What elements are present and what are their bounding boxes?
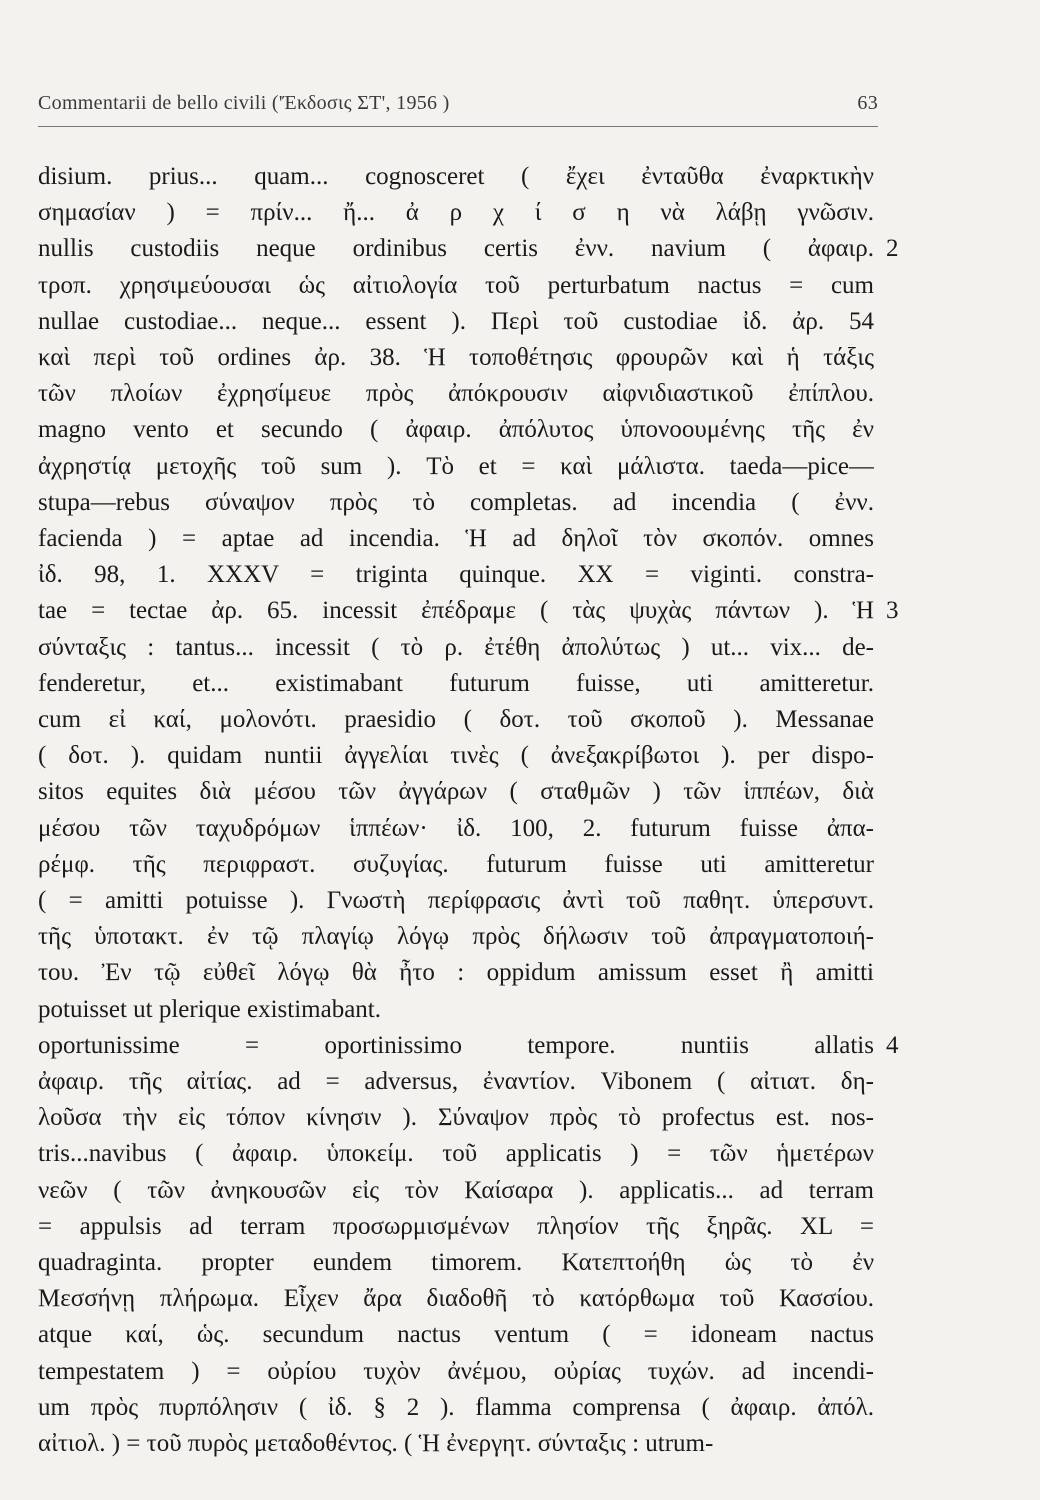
text-line: τροπ. χρησιμεύουσαι ὡς αἰτιολογία τοῦ perturbatum nactus = cum [38,271,874,299]
page-number: 63 [857,92,878,114]
text-line: ἀχρηστίᾳ μετοχῆς τοῦ sum ). Τὸ et = καὶ μάλιστα. taeda—pice— [38,452,874,480]
text-line: fenderetur, et... existimabant futurum fuisse, uti amitteretur. [38,669,874,697]
text-line: cum εἰ καί, μολονότι. praesidio ( δοτ. τοῦ σκοποῦ ). Messanae [38,706,874,733]
text-line: quadraginta. propter eundem timorem. Κατεπτοήθη ὡς τὸ ἐν [38,1249,874,1276]
text-line: αἰτιολ. ) = τοῦ πυρὸς μεταδοθέντος. ( Ἡ ἐνεργητ. σύνταξις : utrum- [38,1430,714,1457]
text-line: τῆς ὑποτακτ. ἐν τῷ πλαγίῳ λόγῳ πρὸς δήλωσιν τοῦ ἀπραγματοποιή- [38,923,874,951]
text-line: μέσου τῶν ταχυδρόμων ἱππέων· ἰδ. 100, 2. futurum fuisse ἀπα- [38,814,874,842]
text-line: ( = amitti potuisse ). Γνωστὴ περίφρασις ἀντὶ τοῦ παθητ. ὑπερσυντ. [38,887,874,914]
text-line: nullae custodiae... neque... essent ). Περὶ τοῦ custodiae ἰδ. ἀρ. 54 [38,307,874,335]
text-line: potuisset ut plerique existimabant. [38,995,381,1023]
header-rule [38,126,878,127]
text-line: atque καί, ὡς. secundum nactus ventum ( = idoneam nactus [38,1321,874,1349]
text-line: disium. prius... quam... cognosceret ( ἔχει ἐνταῦθα ἐναρκτικὴν [38,163,874,190]
text-line: = appulsis ad terram προσωρμισμένων πλησίον τῆς ξηρᾶς. XL = [38,1212,874,1240]
margin-number: 3 [886,597,899,625]
text-line: νεῶν ( τῶν ἀνηκουσῶν εἰς τὸν Καίσαρα ). applicatis... ad terram [38,1176,874,1204]
text-line: nullis custodiis neque ordinibus certis ἐνν. navium ( ἀφαιρ. [38,235,874,263]
text-line: ἀφαιρ. τῆς αἰτίας. ad = adversus, ἐναντίον. Vibonem ( αἰτιατ. δη- [38,1068,874,1095]
text-line: tempestatem ) = οὐρίου τυχὸν ἀνέμου, οὐρίας τυχών. ad incendi- [38,1357,874,1385]
running-title: Commentarii de bello civili ('Έκδοσις ΣΤ', 1956 ) [38,92,450,114]
text-line: σημασίαν ) = πρίν... ἤ... ἀ ρ χ ί σ η νὰ λάβῃ γνῶσιν. [38,199,874,227]
margin-number: 4 [886,1031,899,1059]
margin-number: 2 [886,235,899,263]
text-line: λοῦσα τὴν εἰς τόπον κίνησιν ). Σύναψον πρὸς τὸ profectus est. nos- [38,1104,874,1132]
text-line: facienda ) = aptae ad incendia. Ἡ ad δηλοῖ τὸν σκοπόν. omnes [38,525,874,552]
text-line: oportunissime = oportinissimo tempore. nuntiis allatis [38,1031,874,1059]
text-line: ἰδ. 98, 1. XXXV = triginta quinque. XX = viginti. constra- [38,561,874,589]
text-line: ρέμφ. τῆς περιφραστ. συζυγίας. futurum fuisse uti amitteretur [38,850,874,878]
text-line: τῶν πλοίων ἐχρησίμευε πρὸς ἀπόκρουσιν αἰφνιδιαστικοῦ ἐπίπλου. [38,380,874,408]
text-line: σύνταξις : tantus... incessit ( τὸ ρ. ἐτέθη ἀπολύτως ) ut... vix... de- [38,633,874,661]
text-line: tae = tectae ἀρ. 65. incessit ἐπέδραμε ( τὰς ψυχὰς πάντων ). Ἡ [38,597,874,625]
text-line: ( δοτ. ). quidam nuntii ἀγγελίαι τινὲς ( ἀνεξακρίβωτοι ). per dispo- [38,742,874,770]
text-line: καὶ περὶ τοῦ ordines ἀρ. 38. Ἡ τοποθέτησις φρουρῶν καὶ ἡ τάξις [38,344,874,371]
text-line: stupa—rebus σύναψον πρὸς τὸ completas. ad incendia ( ἐνν. [38,488,874,516]
text-line: Μεσσήνῃ πλήρωμα. Εἶχεν ἄρα διαδοθῆ τὸ κατόρθωμα τοῦ Κασσίου. [38,1285,874,1313]
text-line: um πρὸς πυρπόλησιν ( ἰδ. § 2 ). flamma comprensa ( ἀφαιρ. ἀπόλ. [38,1393,874,1421]
text-line: του. Ἐν τῷ εὐθεῖ λόγῳ θὰ ἦτο : oppidum amissum esset ἢ amitti [38,959,874,987]
text-line: tris...navibus ( ἀφαιρ. ὑποκείμ. τοῦ applicatis ) = τῶν ἡμετέρων [38,1140,874,1168]
text-line: magno vento et secundo ( ἀφαιρ. ἀπόλυτος ὑπονοουμένης τῆς ἐν [38,416,874,444]
text-line: sitos equites διὰ μέσου τῶν ἀγγάρων ( σταθμῶν ) τῶν ἱππέων, διὰ [38,778,874,806]
